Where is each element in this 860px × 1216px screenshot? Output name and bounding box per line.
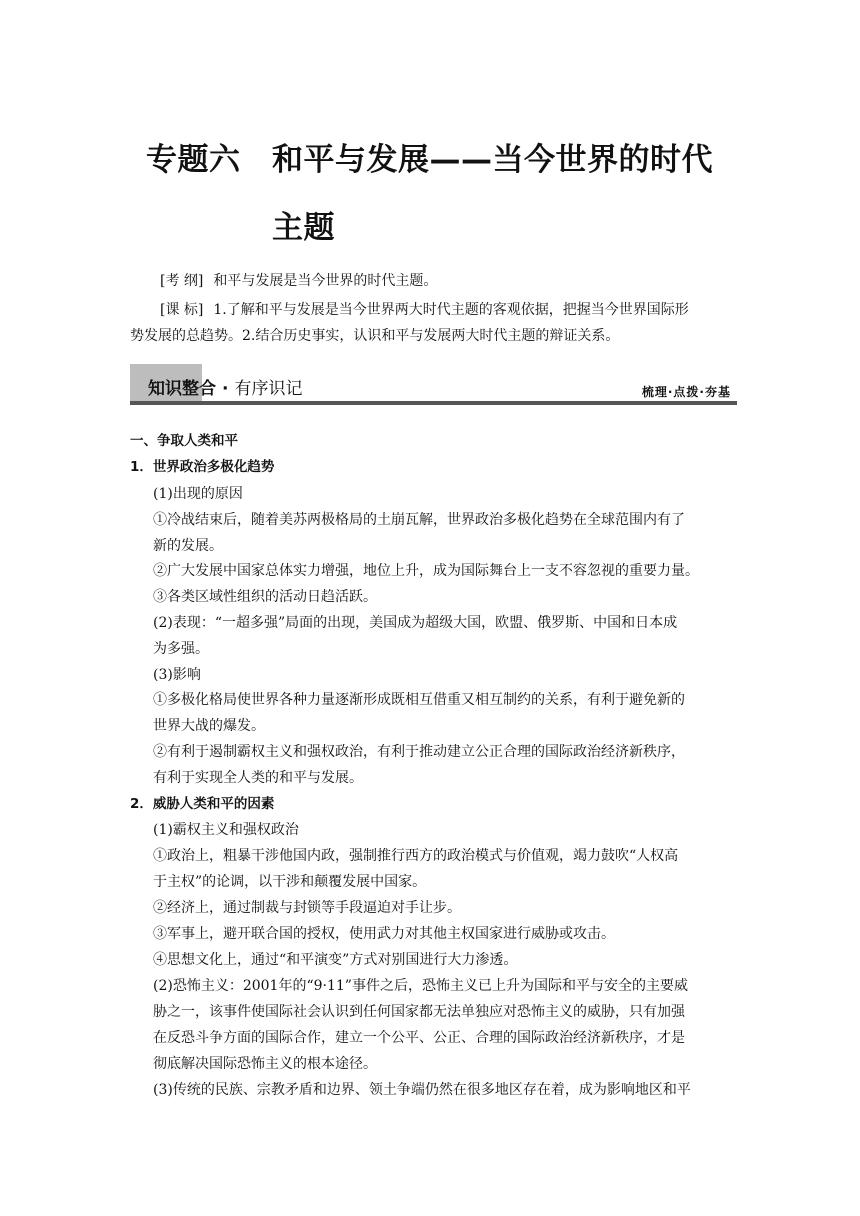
line-1-3: (3)影响 [153, 667, 201, 683]
line-1-3-a: ①多极化格局使世界各种力量逐渐形成既相互借重又相互制约的关系，有利于避免新的 [153, 692, 685, 708]
banner-subtitle: 有序识记 [234, 379, 303, 399]
line-1-3-a-cont: 世界大战的爆发。 [153, 718, 265, 734]
line-1-1-a: ①冷战结束后，随着美苏两极格局的土崩瓦解，世界政治多极化趋势在全球范围内有了 [153, 512, 685, 528]
kebiao-label: [课 标] [160, 302, 204, 318]
line-2-2-cont-1: 胁之一，该事件使国际社会认识到任何国家都无法单独应对恐怖主义的威胁，只有加强 [153, 1004, 685, 1020]
banner-right-label: 梳理·点拨·夯基 [641, 385, 731, 399]
line-2-1-d: ④思想文化上，通过“和平演变”方式对别国进行大力渗透。 [153, 952, 518, 968]
page-title-line-1: 专题六 和平与发展——当今世界的时代 [146, 142, 713, 178]
line-2-1-b: ②经济上，通过制裁与封锁等手段逼迫对手让步。 [153, 900, 461, 916]
line-2-3: (3)传统的民族、宗教矛盾和边界、领土争端仍然在很多地区存在着，成为影响地区和平 [153, 1082, 691, 1098]
line-2-2-cont-2: 在反恐斗争方面的国际合作，建立一个公平、公正、合理的国际政治经济新秩序，才是 [153, 1030, 685, 1046]
line-1-3-b: ②有利于遏制霸权主义和强权政治，有利于推动建立公正合理的国际政治经济新秩序， [153, 744, 685, 760]
line-1-2-cont: 为多强。 [153, 641, 209, 657]
line-1-1-a-cont: 新的发展。 [153, 538, 223, 554]
line-2-2: (2)恐怖主义：2001年的“9·11”事件之后，恐怖主义已上升为国际和平与安全的主要威 [153, 978, 688, 994]
line-2-2-cont-3: 彻底解决国际恐怖主义的根本途径。 [153, 1056, 377, 1072]
line-1-2: (2)表现：“一超多强”局面的出现，美国成为超级大国，欧盟、俄罗斯、中国和日本成 [153, 615, 678, 631]
banner-underline [130, 401, 737, 405]
line-2-1-a: ①政治上，粗暴干涉他国内政，强制推行西方的政治模式与价值观，竭力鼓吹“人权高 [153, 848, 679, 864]
line-1-1-b: ②广大发展中国家总体实力增强，地位上升，成为国际舞台上一支不容忽视的重要力量。 [153, 563, 699, 579]
kebiao-paragraph [160, 301, 689, 319]
banner-title-text: 知识整合 [148, 379, 216, 399]
kaogang-paragraph [160, 272, 437, 290]
kebiao-text-line-2: 势发展的总趋势。2.结合历史事实，认识和平与发展两大时代主题的辩证关系。 [130, 328, 620, 344]
banner-dot: · [222, 379, 229, 399]
line-2-1-c: ③军事上，避开联合国的授权，使用武力对其他主权国家进行威胁或攻击。 [153, 926, 615, 942]
line-2-1-a-cont: 于主权”的论调，以干涉和颠覆发展中国家。 [153, 874, 427, 890]
page-title-line-2: 主题 [272, 210, 335, 246]
line-1-1-c: ③各类区域性组织的活动日趋活跃。 [153, 589, 377, 605]
kaogang-text: 和平与发展是当今世界的时代主题。 [213, 273, 438, 289]
line-1-3-b-cont: 有利于实现全人类的和平与发展。 [153, 770, 363, 786]
kebiao-text-line-1: 1.了解和平与发展是当今世界两大时代主题的客观依据，把握当今世界国际形 [213, 302, 689, 318]
line-1-1: (1)出现的原因 [153, 486, 243, 502]
banner-title [148, 374, 302, 399]
heading-item-1: 1．世界政治多极化趋势 [130, 459, 275, 475]
line-2-1: (1)霸权主义和强权政治 [153, 822, 299, 838]
section-banner [130, 364, 737, 408]
heading-item-2: 2．威胁人类和平的因素 [130, 796, 275, 812]
heading-section-1: 一、争取人类和平 [130, 433, 238, 449]
kaogang-label: [考 纲] [160, 273, 204, 289]
